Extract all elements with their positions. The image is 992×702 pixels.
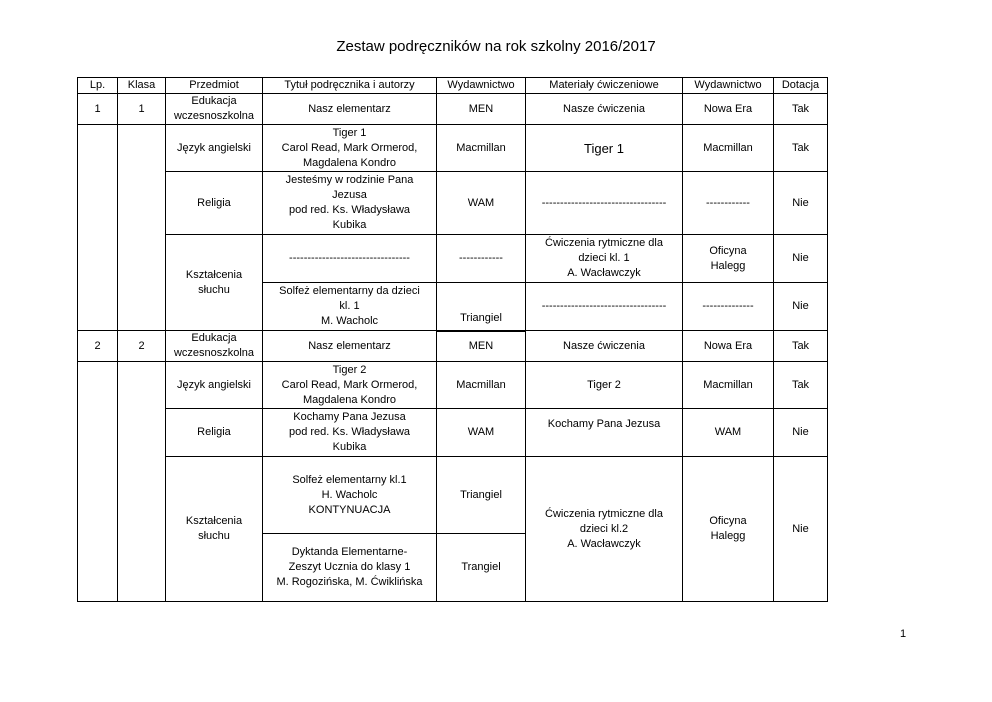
header-wydawnictwo: Wydawnictwo	[437, 78, 526, 94]
subject-cell	[166, 457, 263, 602]
publisher-cell: WAM	[437, 172, 526, 235]
grant-cell: Tak	[774, 125, 828, 172]
book-line: Magdalena Kondro	[303, 156, 396, 169]
publisher-cell: MEN	[437, 94, 526, 125]
table-header-row	[78, 78, 828, 94]
publisher-cell: Triangiel	[437, 457, 526, 534]
klasa-cell: 1	[118, 94, 166, 125]
book-line: Dyktanda Elementarne-	[291, 546, 408, 558]
book-line: Jesteśmy w rodzinie Pana	[285, 174, 414, 186]
subject-line: Edukacja	[191, 95, 237, 107]
subject-cell: Język angielski	[166, 362, 263, 409]
exercise-publisher-cell: WAM	[683, 409, 774, 457]
exercise-publisher-cell: --------------	[683, 283, 774, 331]
grant-cell: Tak	[774, 94, 828, 125]
book-line: KONTYNUACJA	[308, 503, 391, 516]
book-line: Zeszyt Ucznia do klasy 1	[288, 561, 411, 573]
book-cell	[263, 362, 437, 409]
exercises-cell	[526, 457, 683, 602]
exercises-cell: Kochamy Pana Jezusa	[526, 409, 683, 457]
subject-cell	[166, 331, 263, 362]
publisher-cell: MEN	[437, 331, 526, 362]
grant-cell: Tak	[774, 331, 828, 362]
exercise-publisher-cell	[683, 235, 774, 283]
exercises-line: Ćwiczenia rytmiczne dla	[545, 507, 663, 520]
book-cell	[263, 409, 437, 457]
header-materialy: Materiały ćwiczeniowe	[526, 78, 683, 94]
publisher-cell: Macmillan	[437, 125, 526, 172]
exercise-publisher-line: Oficyna	[709, 515, 747, 527]
exercises-cell: Nasze ćwiczenia	[526, 331, 683, 362]
book-line: M. Wacholc	[320, 315, 379, 327]
book-line: Solfeż elementarny da dzieci	[279, 285, 420, 297]
subject-line: wczesnoszkolna	[173, 110, 255, 122]
exercise-publisher-cell: Macmillan	[683, 362, 774, 409]
header-tytul: Tytuł podręcznika i autorzy	[263, 78, 437, 94]
header-lp: Lp.	[78, 78, 118, 94]
book-cell	[263, 534, 437, 602]
exercise-publisher-line: Oficyna	[709, 244, 747, 257]
book-cell: Nasz elementarz	[263, 331, 437, 362]
exercise-publisher-line: Halegg	[710, 259, 746, 272]
subject-line: Kształcenia	[185, 515, 243, 527]
book-line: Carol Read, Mark Ormerod,	[281, 141, 418, 154]
subject-cell: Język angielski	[166, 125, 263, 172]
header-wydawnictwo-2: Wydawnictwo	[683, 78, 774, 94]
book-line: Jezusa	[332, 189, 367, 201]
book-line: pod red. Ks. Władysława	[288, 204, 411, 216]
lp-cell: 2	[78, 331, 118, 362]
book-cell	[263, 457, 437, 534]
book-line: Tiger 2	[332, 363, 367, 376]
table-row	[78, 331, 828, 362]
exercise-publisher-cell: Nowa Era	[683, 331, 774, 362]
subject-cell	[166, 94, 263, 125]
book-cell	[263, 172, 437, 235]
subject-cell: Religia	[166, 409, 263, 457]
exercises-cell: ----------------------------------	[526, 172, 683, 235]
table-row	[78, 172, 828, 235]
publisher-cell: Trangiel	[437, 534, 526, 602]
publisher-cell-top	[437, 283, 526, 307]
header-klasa: Klasa	[118, 78, 166, 94]
book-line: Kubika	[332, 441, 367, 453]
lp-cell-empty	[78, 362, 118, 602]
book-line: Kochamy Pana Jezusa	[293, 411, 406, 423]
exercise-publisher-cell: Macmillan	[683, 125, 774, 172]
grant-cell: Nie	[774, 283, 828, 331]
publisher-cell: Triangiel	[437, 307, 526, 331]
book-line: kl. 1	[339, 300, 360, 312]
publisher-cell: Macmillan	[437, 362, 526, 409]
book-line: pod red. Ks. Władysława	[288, 426, 411, 438]
grant-cell: Nie	[774, 172, 828, 235]
exercises-cell: Tiger 2	[526, 362, 683, 409]
page-number: 1	[900, 628, 907, 640]
lp-cell: 1	[78, 94, 118, 125]
grant-cell: Nie	[774, 457, 828, 602]
book-line: M. Rogozińska, M. Ćwiklińska	[276, 576, 423, 588]
exercise-publisher-cell: Nowa Era	[683, 94, 774, 125]
klasa-cell-empty	[118, 125, 166, 331]
klasa-cell: 2	[118, 331, 166, 362]
table-row	[78, 457, 828, 534]
subject-line: Edukacja	[191, 332, 237, 344]
subject-cell: Religia	[166, 172, 263, 235]
subject-line: słuchu	[198, 283, 230, 296]
subject-cell	[166, 235, 263, 331]
table-row	[78, 235, 828, 283]
exercises-line: dzieci kl.2	[579, 522, 629, 535]
book-cell: Nasz elementarz	[263, 94, 437, 125]
grant-cell: Tak	[774, 362, 828, 409]
subject-line: wczesnoszkolna	[173, 347, 255, 359]
exercises-cell: Tiger 1	[526, 125, 683, 172]
table-row	[78, 94, 828, 125]
exercise-publisher-cell	[683, 457, 774, 602]
exercises-cell: ----------------------------------	[526, 283, 683, 331]
textbook-table	[77, 77, 828, 602]
exercise-publisher-line: Halegg	[710, 530, 746, 542]
book-cell: ---------------------------------	[263, 235, 437, 283]
header-przedmiot: Przedmiot	[166, 78, 263, 94]
table-row	[78, 409, 828, 457]
exercises-line: dzieci kl. 1	[578, 252, 630, 264]
book-line: Tiger 1	[332, 126, 367, 139]
publisher-cell: ------------	[437, 235, 526, 283]
book-cell	[263, 283, 437, 331]
lp-cell-empty	[78, 125, 118, 331]
exercises-line: Ćwiczenia rytmiczne dla	[545, 237, 663, 249]
book-line: Kubika	[332, 219, 367, 231]
document-title: Zestaw podręczników na rok szkolny 2016/2017	[336, 38, 656, 55]
grant-cell: Nie	[774, 409, 828, 457]
subject-line: Kształcenia	[185, 268, 243, 281]
grant-cell: Nie	[774, 235, 828, 283]
book-line: Carol Read, Mark Ormerod,	[281, 378, 418, 391]
publisher-cell: WAM	[437, 409, 526, 457]
klasa-cell-empty	[118, 362, 166, 602]
book-line: Magdalena Kondro	[303, 393, 396, 406]
book-line: Solfeż elementarny kl.1	[292, 473, 407, 486]
book-cell	[263, 125, 437, 172]
table-row	[78, 125, 828, 172]
exercises-line: A. Wacławczyk	[567, 537, 641, 550]
book-line: H. Wacholc	[321, 488, 378, 501]
subject-line: słuchu	[198, 530, 230, 542]
exercises-line: A. Wacławczyk	[567, 267, 641, 279]
table-row	[78, 362, 828, 409]
exercise-publisher-cell: ------------	[683, 172, 774, 235]
exercises-cell: Nasze ćwiczenia	[526, 94, 683, 125]
header-dotacja: Dotacja	[774, 78, 828, 94]
exercises-cell	[526, 235, 683, 283]
